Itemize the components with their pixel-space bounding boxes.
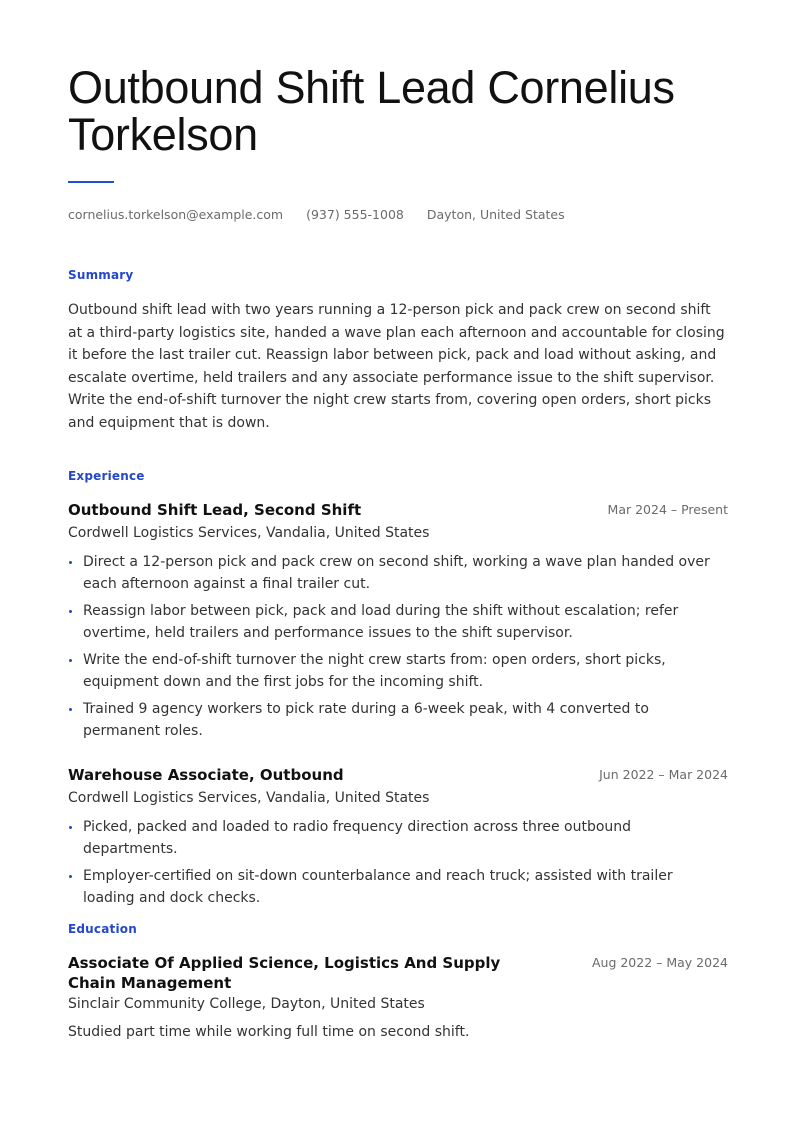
contact-location: Dayton, United States — [426, 207, 565, 222]
job-entry — [68, 765, 728, 914]
job-organization: Cordwell Logistics Services, Vandalia, United States — [68, 525, 430, 541]
accent-divider — [68, 181, 114, 183]
experience-heading: Experience — [68, 469, 145, 483]
job-bullet: Direct a 12-person pick and pack crew on second shift, working a wave plan handed over each afternoon against a final trailer cut. — [68, 551, 728, 595]
education-note: Studied part time while working full time on second shift. — [68, 1024, 470, 1040]
education-dates: Aug 2022 – May 2024 — [591, 955, 728, 970]
job-dates: Jun 2022 – Mar 2024 — [599, 767, 728, 782]
job-title: Warehouse Associate, Outbound — [68, 766, 344, 784]
job-title: Outbound Shift Lead, Second Shift — [68, 501, 362, 519]
job-bullet: Picked, packed and loaded to radio frequency direction across three outbound departments. — [68, 816, 728, 860]
summary-text: Outbound shift lead with two years running a 12-person pick and pack crew on second shift at a third-party logistics site, handed a wave plan each afternoon and accountable for closing it before the last trailer cut. Reassign labor between pick, pack and load without asking, and escalate overtime, held trailers and any associate performance issue to the shift supervisor. Write the end-of-shift turnover the night crew starts from, covering open orders, short picks and equipment that is down. — [68, 302, 725, 431]
job-bullet: Reassign labor between pick, pack and load during the shift without escalation; refer overtime, held trailers and performance issues to the shift supervisor. — [68, 600, 728, 644]
job-entry — [68, 500, 728, 747]
school-name: Sinclair Community College, Dayton, United States — [68, 996, 425, 1012]
job-dates: Mar 2024 – Present — [607, 502, 728, 517]
contact-email[interactable]: cornelius.torkelson@example.com — [68, 207, 284, 222]
contact-line — [68, 207, 584, 222]
education-heading: Education — [68, 922, 137, 936]
job-bullets — [68, 816, 728, 909]
summary-heading: Summary — [68, 268, 134, 282]
job-organization: Cordwell Logistics Services, Vandalia, United States — [68, 790, 430, 806]
candidate-name: Outbound Shift Lead Cornelius Torkelson — [68, 62, 675, 160]
job-bullet: Trained 9 agency workers to pick rate during a 6-week peak, with 4 converted to permanent roles. — [68, 698, 728, 742]
degree-title: Associate Of Applied Science, Logistics And Supply Chain Management — [68, 954, 501, 992]
job-bullets — [68, 551, 728, 742]
job-bullet: Employer-certified on sit-down counterbalance and reach truck; assisted with trailer loading and dock checks. — [68, 865, 728, 909]
contact-phone[interactable]: (937) 555-1008 — [306, 207, 404, 222]
education-entry — [68, 953, 728, 1040]
job-bullet: Write the end-of-shift turnover the night crew starts from: open orders, short picks, equipment down and the first jobs for the incoming shift. — [68, 649, 728, 693]
